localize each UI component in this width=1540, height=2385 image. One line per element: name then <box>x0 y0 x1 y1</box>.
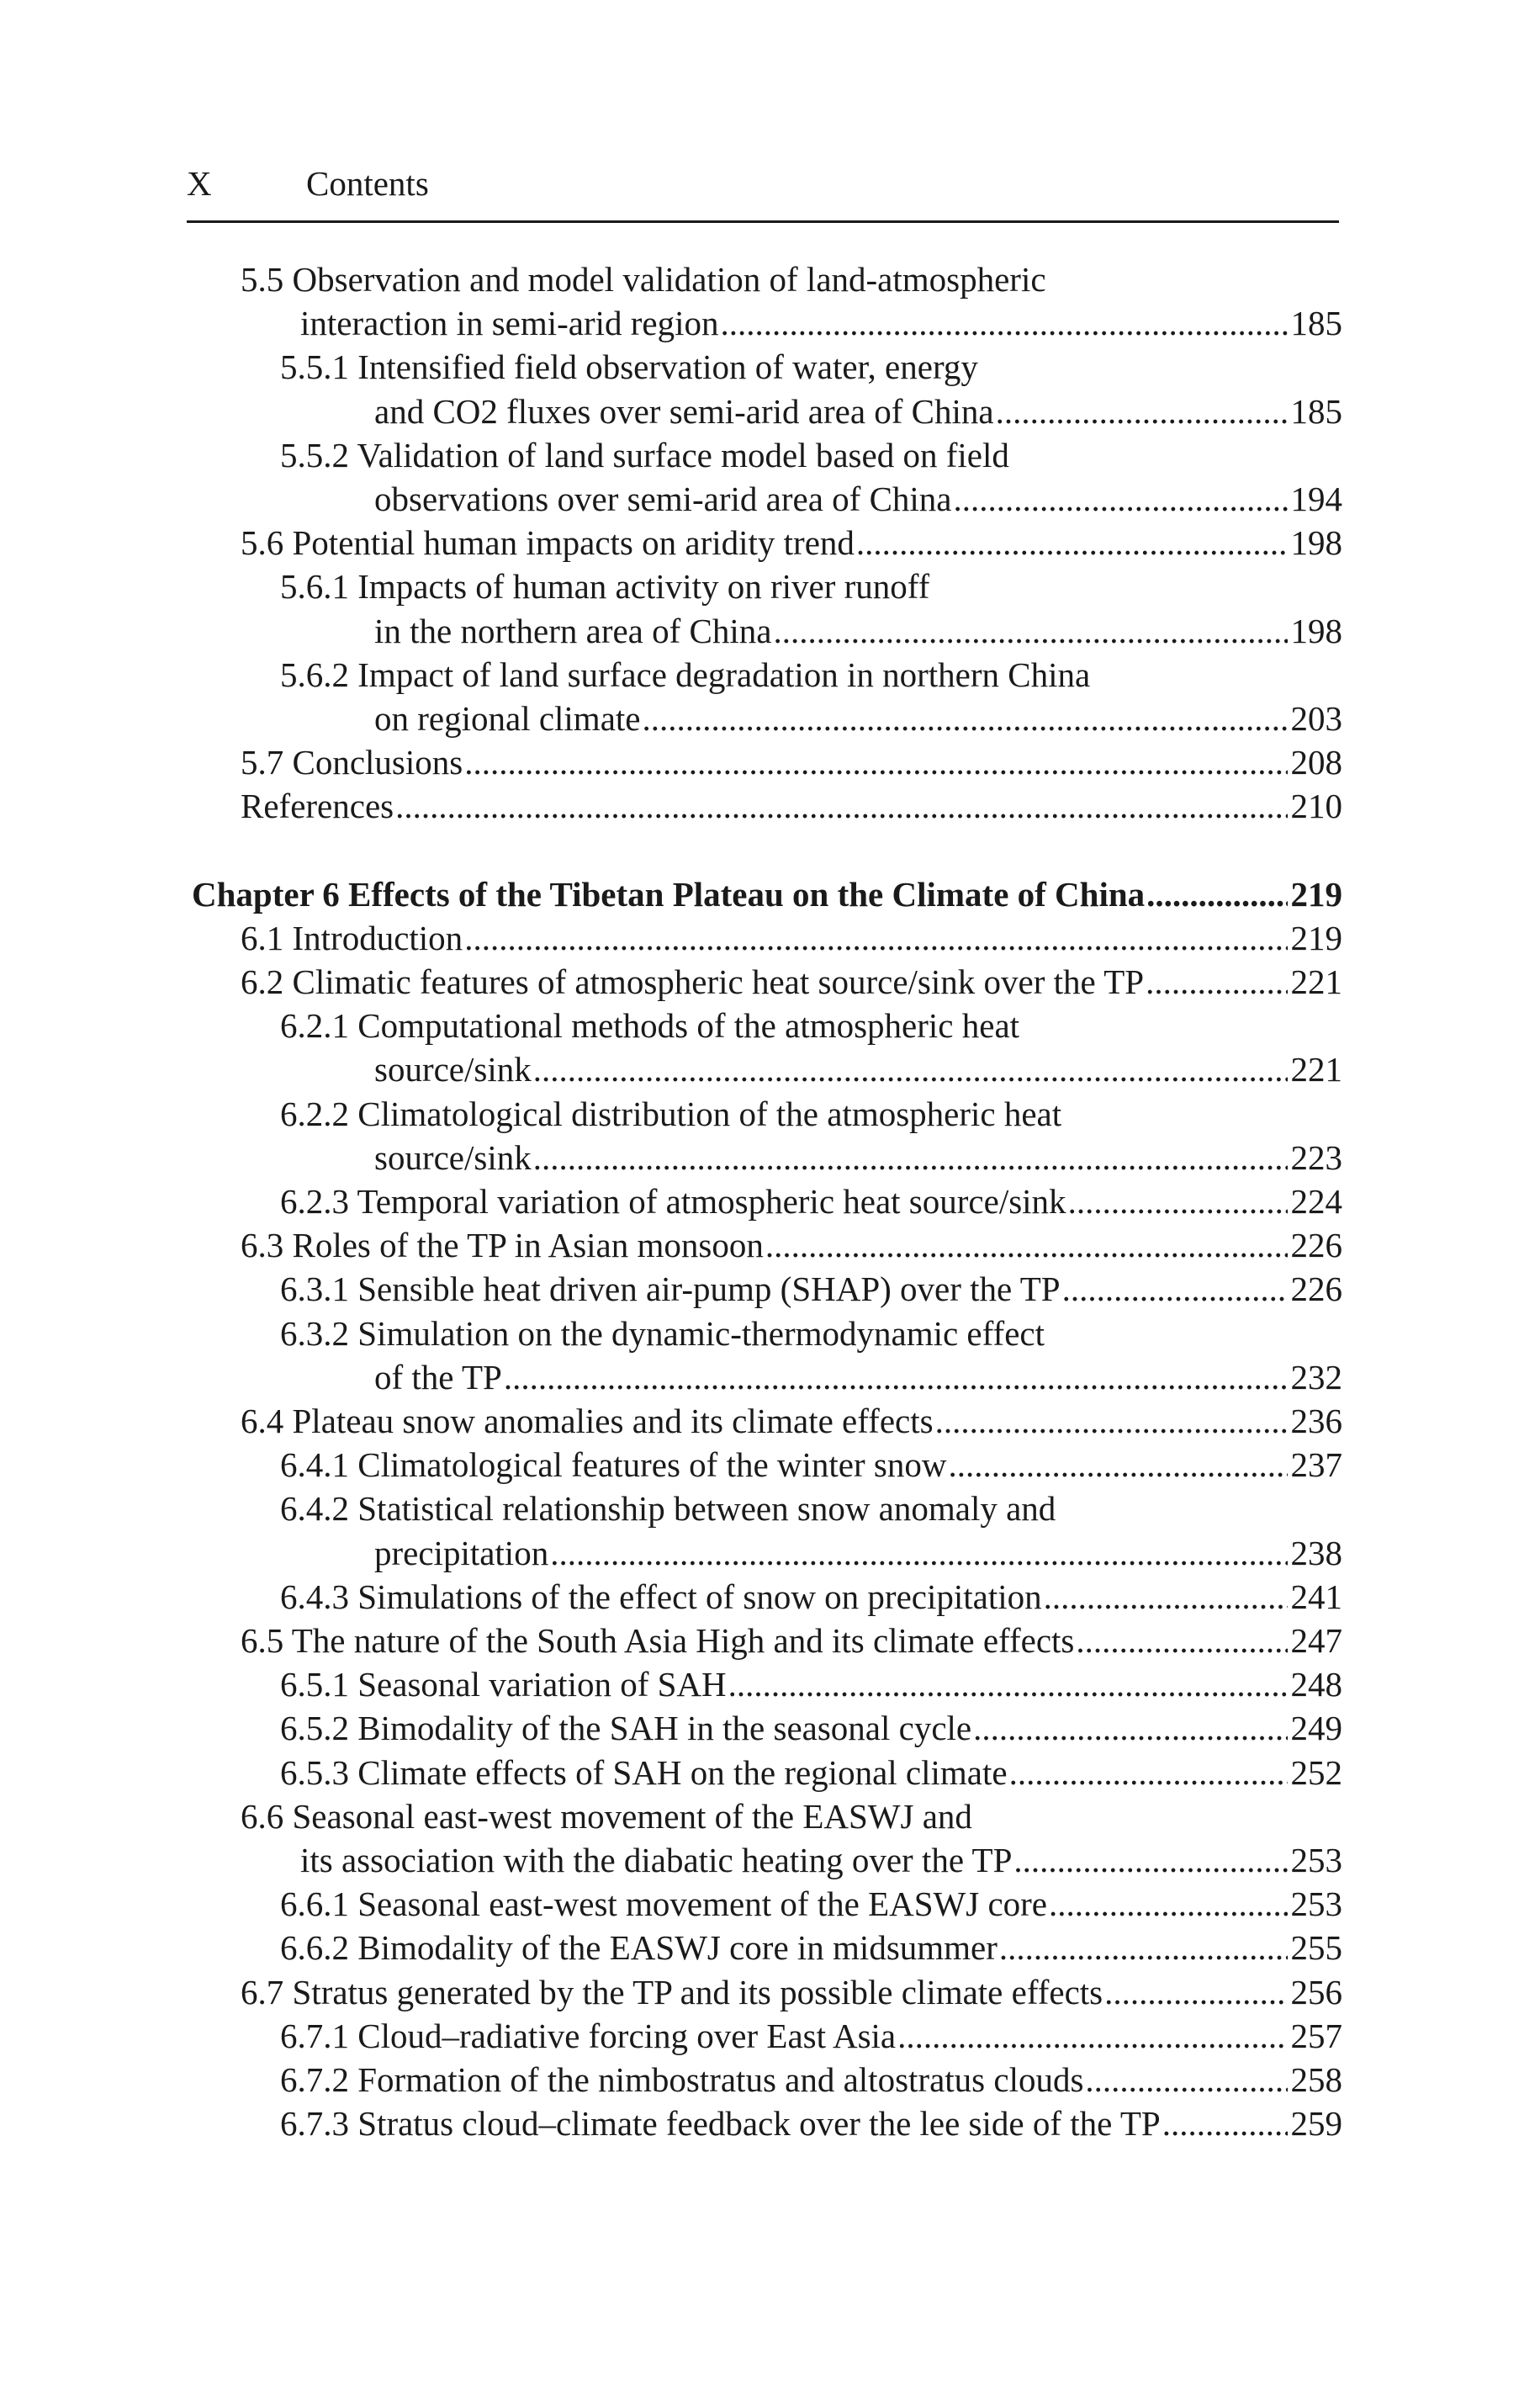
toc-entry-title: 5.5.2 Validation of land surface model based on field <box>280 436 1009 474</box>
toc-entry-title: 5.6.2 Impact of land surface degradation in northern China <box>280 655 1091 694</box>
toc-page-number: 249 <box>1290 1709 1342 1747</box>
toc-entry-title: 6.4 Plateau snow anomalies and its climate effects <box>241 1402 934 1440</box>
toc-leader-dots <box>1044 1575 1288 1619</box>
toc-page-number: 221 <box>1290 962 1342 1001</box>
toc-leader-dots <box>999 1926 1288 1969</box>
toc-entry <box>241 1794 972 1838</box>
toc-entry-title: source/sink <box>374 1138 532 1177</box>
toc-entry-title: 6.6.2 Bimodality of the EASWJ core in midsummer <box>280 1928 998 1967</box>
toc-entry <box>374 1047 1342 1091</box>
toc-page-number: 248 <box>1290 1665 1342 1704</box>
toc-entry <box>280 1926 1342 1969</box>
toc-entry <box>374 1136 1342 1179</box>
toc-entry-title: 6.5.2 Bimodality of the SAH in the seasonal cycle <box>280 1709 972 1747</box>
toc-entry <box>280 564 929 608</box>
toc-entry-title: Chapter 6 Effects of the Tibetan Plateau on the Climate of China <box>192 875 1146 914</box>
toc-entry-title: 6.1 Introduction <box>241 919 463 957</box>
toc-entry <box>241 960 1342 1004</box>
toc-entry <box>241 784 1342 828</box>
toc-leader-dots <box>550 1531 1287 1575</box>
toc-entry <box>280 2058 1342 2101</box>
toc-entry-title: 6.5.1 Seasonal variation of SAH <box>280 1665 727 1704</box>
toc-leader-dots <box>1068 1179 1288 1223</box>
toc-entry <box>374 390 1342 433</box>
toc-entry <box>300 1838 1342 1882</box>
toc-entry-title: 6.3.2 Simulation on the dynamic-thermodynamic effect <box>280 1314 1045 1353</box>
toc-leader-dots <box>954 477 1288 521</box>
toc-entry <box>280 2014 1342 2058</box>
toc-leader-dots <box>533 1047 1288 1091</box>
toc-leader-dots <box>773 609 1287 653</box>
toc-entry-title: 6.7 Stratus generated by the TP and its possible climate effects <box>241 1973 1103 2011</box>
toc-page-number: 208 <box>1290 743 1342 782</box>
toc-entry-title: 6.6 Seasonal east-west movement of the EASWJ and <box>241 1797 972 1836</box>
toc-entry <box>280 1487 1056 1530</box>
toc-entry-title: 6.2 Climatic features of atmospheric heat source/sink over the TP <box>241 962 1145 1001</box>
toc-entry <box>280 433 1009 477</box>
toc-entry-title: 6.7.1 Cloud–radiative forcing over East Asia <box>280 2017 897 2055</box>
toc-page-number: 253 <box>1290 1841 1342 1879</box>
toc-entry-title: 6.3 Roles of the TP in Asian monsoon <box>241 1226 764 1264</box>
toc-entry <box>241 916 1342 960</box>
toc-leader-dots <box>1009 1751 1288 1794</box>
toc-leader-dots <box>728 1662 1288 1706</box>
toc-page-number: 257 <box>1290 2017 1342 2055</box>
toc-entry-title: 6.5 The nature of the South Asia High and its climate effects <box>241 1621 1075 1660</box>
toc-entry-title: 6.4.2 Statistical relationship between snow anomaly and <box>280 1489 1056 1528</box>
toc-page-number: 259 <box>1290 2104 1342 2143</box>
toc-entry-title: 6.2.3 Temporal variation of atmospheric heat source/sink <box>280 1182 1066 1221</box>
toc-leader-dots <box>1085 2058 1287 2101</box>
toc-entry <box>241 1223 1342 1267</box>
toc-entry-title: 6.7.2 Formation of the nimbostratus and altostratus clouds <box>280 2060 1084 2099</box>
toc-page-number: 237 <box>1290 1445 1342 1484</box>
toc-entry-title: of the TP <box>374 1358 502 1397</box>
toc-entry-title: on regional climate <box>374 699 641 738</box>
toc-leader-dots <box>1146 872 1287 916</box>
toc-page-number: 258 <box>1290 2060 1342 2099</box>
toc-leader-dots <box>1162 2101 1288 2145</box>
toc-entry-title: precipitation <box>374 1534 549 1572</box>
toc-leader-dots <box>948 1443 1287 1487</box>
toc-entry-title: 5.6 Potential human impacts on aridity trend <box>241 523 855 562</box>
toc-page-number: 252 <box>1290 1753 1342 1792</box>
toc-leader-dots <box>856 521 1288 564</box>
toc-page-number: 210 <box>1290 787 1342 825</box>
toc-entry-title: and CO2 fluxes over semi-arid area of China <box>374 392 994 431</box>
toc-entry-title: its association with the diabatic heating over the TP <box>300 1841 1013 1879</box>
toc-page-number: 203 <box>1290 699 1342 738</box>
toc-entry <box>241 1970 1342 2014</box>
toc-entry <box>280 1443 1342 1487</box>
toc-entry <box>241 740 1342 784</box>
toc-entry <box>241 257 1046 301</box>
toc-page-number: 224 <box>1290 1182 1342 1221</box>
toc-entry <box>241 1399 1342 1443</box>
toc-leader-dots <box>1146 960 1287 1004</box>
toc-leader-dots <box>464 916 1287 960</box>
toc-page-number: 247 <box>1290 1621 1342 1660</box>
toc-page-number: 238 <box>1290 1534 1342 1572</box>
toc-leader-dots <box>643 697 1288 740</box>
toc-entry-title: 6.6.1 Seasonal east-west movement of the EASWJ core <box>280 1884 1048 1923</box>
toc-page-number: 219 <box>1290 875 1342 914</box>
toc-entry-title: 6.5.3 Climate effects of SAH on the regional climate <box>280 1753 1008 1792</box>
toc-entry <box>280 1092 1061 1136</box>
toc-entry <box>280 1267 1342 1311</box>
toc-page-number: 253 <box>1290 1884 1342 1923</box>
toc-page-number: 219 <box>1290 919 1342 957</box>
toc-leader-dots <box>996 390 1288 433</box>
toc-page-number: 232 <box>1290 1358 1342 1397</box>
toc-page-number: 198 <box>1290 523 1342 562</box>
toc-page-number: 241 <box>1290 1577 1342 1616</box>
toc-page-number: 256 <box>1290 1973 1342 2011</box>
toc-page-number: 185 <box>1290 304 1342 342</box>
toc-leader-dots <box>395 784 1287 828</box>
toc-entry-title: in the northern area of China <box>374 612 772 650</box>
toc-entry-title: 6.2.2 Climatological distribution of the atmospheric heat <box>280 1094 1062 1133</box>
toc-entry <box>374 1355 1342 1399</box>
toc-entry <box>374 477 1342 521</box>
toc-leader-dots <box>1104 1970 1287 2014</box>
toc-page-number: 198 <box>1290 612 1342 650</box>
toc-leader-dots <box>1049 1882 1287 1926</box>
toc-entry <box>280 1004 1019 1047</box>
toc-page-number: 226 <box>1290 1269 1342 1308</box>
toc-entry <box>280 653 1090 697</box>
toc-entry <box>280 1575 1342 1619</box>
toc-page-number: 255 <box>1290 1928 1342 1967</box>
toc-chapter-heading <box>192 872 1342 916</box>
toc-page-number: 236 <box>1290 1402 1342 1440</box>
toc-entry-title: 5.6.1 Impacts of human activity on river runoff <box>280 567 930 606</box>
toc-leader-dots <box>464 740 1287 784</box>
running-title: Contents <box>306 164 429 203</box>
toc-page-number: 223 <box>1290 1138 1342 1177</box>
toc-entry-title: References <box>241 787 394 825</box>
toc-entry-title: observations over semi-arid area of China <box>374 480 952 518</box>
toc-entry-title: source/sink <box>374 1050 532 1089</box>
toc-page-number: 194 <box>1290 480 1342 518</box>
toc-entry <box>280 345 978 389</box>
toc-entry <box>241 1619 1342 1662</box>
toc-entry-title: interaction in semi-arid region <box>300 304 719 342</box>
toc-entry <box>241 521 1342 564</box>
page-header <box>187 156 1339 223</box>
toc-page-number: 221 <box>1290 1050 1342 1089</box>
toc-leader-dots <box>935 1399 1288 1443</box>
toc-entry <box>374 609 1342 653</box>
toc-entry-title: 6.3.1 Sensible heat driven air-pump (SHAP) over the TP <box>280 1269 1061 1308</box>
toc-entry <box>280 1662 1342 1706</box>
toc-leader-dots <box>973 1706 1287 1750</box>
toc-entry <box>300 301 1342 345</box>
toc-entry-title: 6.2.1 Computational methods of the atmospheric heat <box>280 1006 1020 1045</box>
toc-entry <box>280 1751 1342 1794</box>
toc-leader-dots <box>1076 1619 1287 1662</box>
toc-entry-title: 5.5.1 Intensified field observation of water, energy <box>280 347 978 386</box>
toc-entry <box>280 2101 1342 2145</box>
toc-entry <box>280 1312 1045 1355</box>
toc-leader-dots <box>721 301 1288 345</box>
toc-entry <box>280 1706 1342 1750</box>
toc-page-number: 226 <box>1290 1226 1342 1264</box>
toc-entry-title: 6.4.3 Simulations of the effect of snow on precipitation <box>280 1577 1042 1616</box>
toc-leader-dots <box>765 1223 1288 1267</box>
toc-entry-title: 6.4.1 Climatological features of the winter snow <box>280 1445 947 1484</box>
toc-leader-dots <box>1013 1838 1287 1882</box>
toc-entry-title: 6.7.3 Stratus cloud–climate feedback over the lee side of the TP <box>280 2104 1161 2143</box>
toc-leader-dots <box>533 1136 1288 1179</box>
toc-entry <box>374 697 1342 740</box>
page-folio: X <box>187 164 212 203</box>
toc-entry-title: 5.7 Conclusions <box>241 743 463 782</box>
toc-leader-dots <box>1062 1267 1288 1311</box>
toc-entry <box>280 1179 1342 1223</box>
toc-entry <box>280 1882 1342 1926</box>
toc-page-number: 185 <box>1290 392 1342 431</box>
toc-entry <box>374 1531 1342 1575</box>
toc-entry-title: 5.5 Observation and model validation of land-atmospheric <box>241 260 1046 299</box>
toc-leader-dots <box>504 1355 1288 1399</box>
toc-leader-dots <box>897 2014 1287 2058</box>
